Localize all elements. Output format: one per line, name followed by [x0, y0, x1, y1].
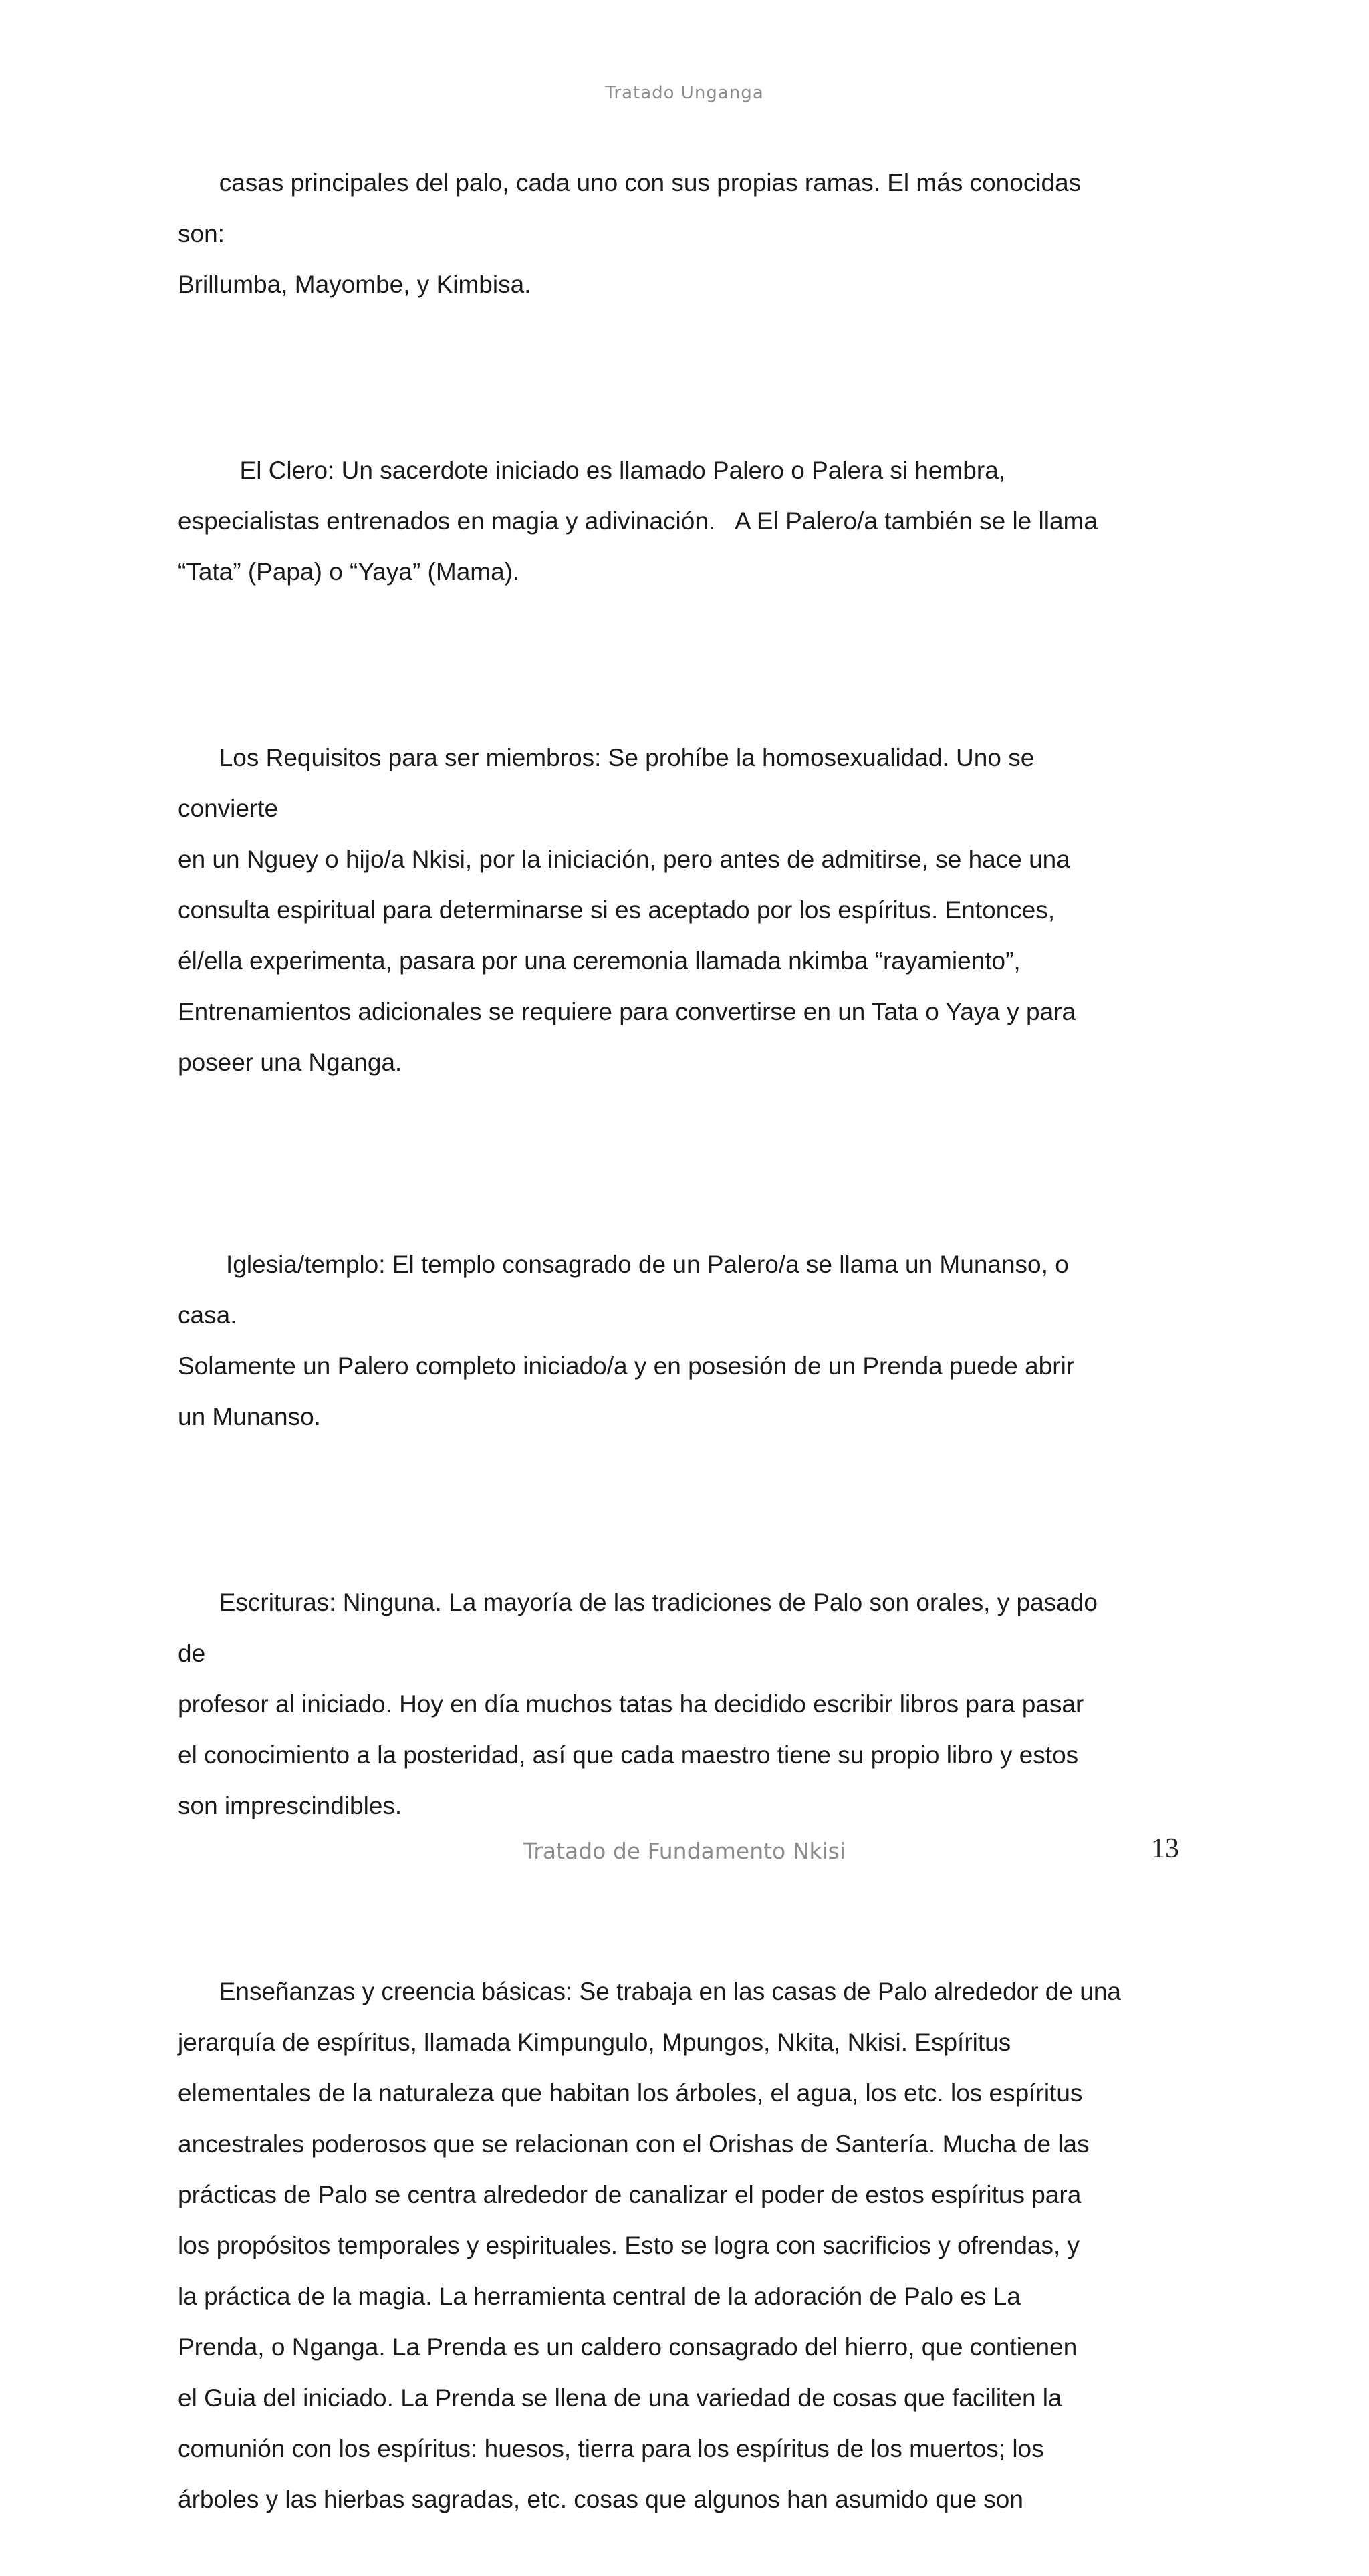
text-line: los propósitos temporales y espirituales. Esto se logra con sacrificios y ofrendas, y	[178, 2232, 1080, 2259]
paragraph	[178, 1188, 1127, 1493]
text-line: elementales de la naturaleza que habitan los árboles, el agua, los etc. los espíritus	[178, 2079, 1083, 2107]
running-footer: Tratado de Fundamento Nkisi	[523, 1838, 846, 1864]
paragraph	[178, 1916, 1127, 2576]
text-line: comunión con los espíritus: huesos, tierra para los espíritus de los muertos; los	[178, 2435, 1044, 2462]
paragraph-spacer	[178, 1139, 1127, 1188]
paragraph-spacer	[178, 1493, 1127, 1527]
text-line: la práctica de la magia. La herramienta central de la adoración de Palo es La	[178, 2283, 1021, 2310]
paragraph-spacer	[178, 361, 1127, 394]
text-line: árboles y las hierbas sagradas, etc. cosas que algunos han asumido que son	[178, 2486, 1023, 2513]
text-line: el conocimiento a la posteridad, así que cada maestro tiene su propio libro y estos	[178, 1741, 1079, 1769]
text-line: Brillumba, Mayombe, y Kimbisa.	[178, 271, 531, 298]
text-line: profesor al iniciado. Hoy en día muchos tatas ha decidido escribir libros para pasar	[178, 1690, 1084, 1718]
text-line: “Tata” (Papa) o “Yaya” (Mama).	[178, 558, 520, 586]
page-number: 13	[1151, 1833, 1179, 1864]
text-line: son imprescindibles.	[178, 1792, 402, 1819]
text-line: especialistas entrenados en magia y adivinación. A El Palero/a también se le llama	[178, 507, 1098, 535]
paragraph	[178, 394, 1127, 648]
paragraph	[178, 1527, 1127, 1882]
text-line: en un Nguey o hijo/a Nkisi, por la iniciación, pero antes de admitirse, se hace una	[178, 846, 1070, 873]
paragraph	[178, 682, 1127, 1139]
text-line: Enseñanzas y creencia básicas: Se trabaja en las casas de Palo alrededor de una	[219, 1978, 1121, 2005]
text-line: el Guia del iniciado. La Prenda se llena de una variedad de cosas que faciliten la	[178, 2384, 1062, 2412]
paragraph	[178, 107, 1127, 361]
text-line: consulta espiritual para determinarse si es aceptado por los espíritus. Entonces,	[178, 896, 1055, 924]
text-line: Entrenamientos adicionales se requiere para convertirse en un Tata o Yaya y para	[178, 998, 1076, 1025]
paragraph-spacer	[178, 1882, 1127, 1916]
text-line: un Munanso.	[178, 1403, 321, 1430]
running-header: Tratado Unganga	[605, 83, 764, 103]
text-line: casas principales del palo, cada uno con sus propias ramas. El más conocidas son:	[178, 169, 1088, 247]
text-line: jerarquía de espíritus, llamada Kimpungulo, Mpungos, Nkita, Nkisi. Espíritus	[178, 2029, 1011, 2056]
text-line: Prenda, o Nganga. La Prenda es un caldero consagrado del hierro, que contienen	[178, 2333, 1078, 2361]
text-line: Solamente un Palero completo iniciado/a y en posesión de un Prenda puede abrir	[178, 1352, 1075, 1380]
text-line: poseer una Nganga.	[178, 1049, 402, 1076]
body-text	[178, 107, 1127, 2576]
text-line: Escrituras: Ninguna. La mayoría de las tradiciones de Palo son orales, y pasado de	[178, 1589, 1105, 1667]
text-line: prácticas de Palo se centra alrededor de canalizar el poder de estos espíritus para	[178, 2181, 1082, 2208]
paragraph-spacer	[178, 648, 1127, 682]
text-line: El Clero: Un sacerdote iniciado es llamado Palero o Palera si hembra,	[219, 457, 1006, 484]
text-line: él/ella experimenta, pasara por una ceremonia llamada nkimba “rayamiento”,	[178, 947, 1021, 975]
text-line: ancestrales poderosos que se relacionan con el Orishas de Santería. Mucha de las	[178, 2130, 1090, 2158]
text-line: Iglesia/templo: El templo consagrado de un Palero/a se llama un Munanso, o casa.	[178, 1251, 1076, 1329]
text-line: Los Requisitos para ser miembros: Se prohíbe la homosexualidad. Uno se convierte	[178, 744, 1041, 822]
